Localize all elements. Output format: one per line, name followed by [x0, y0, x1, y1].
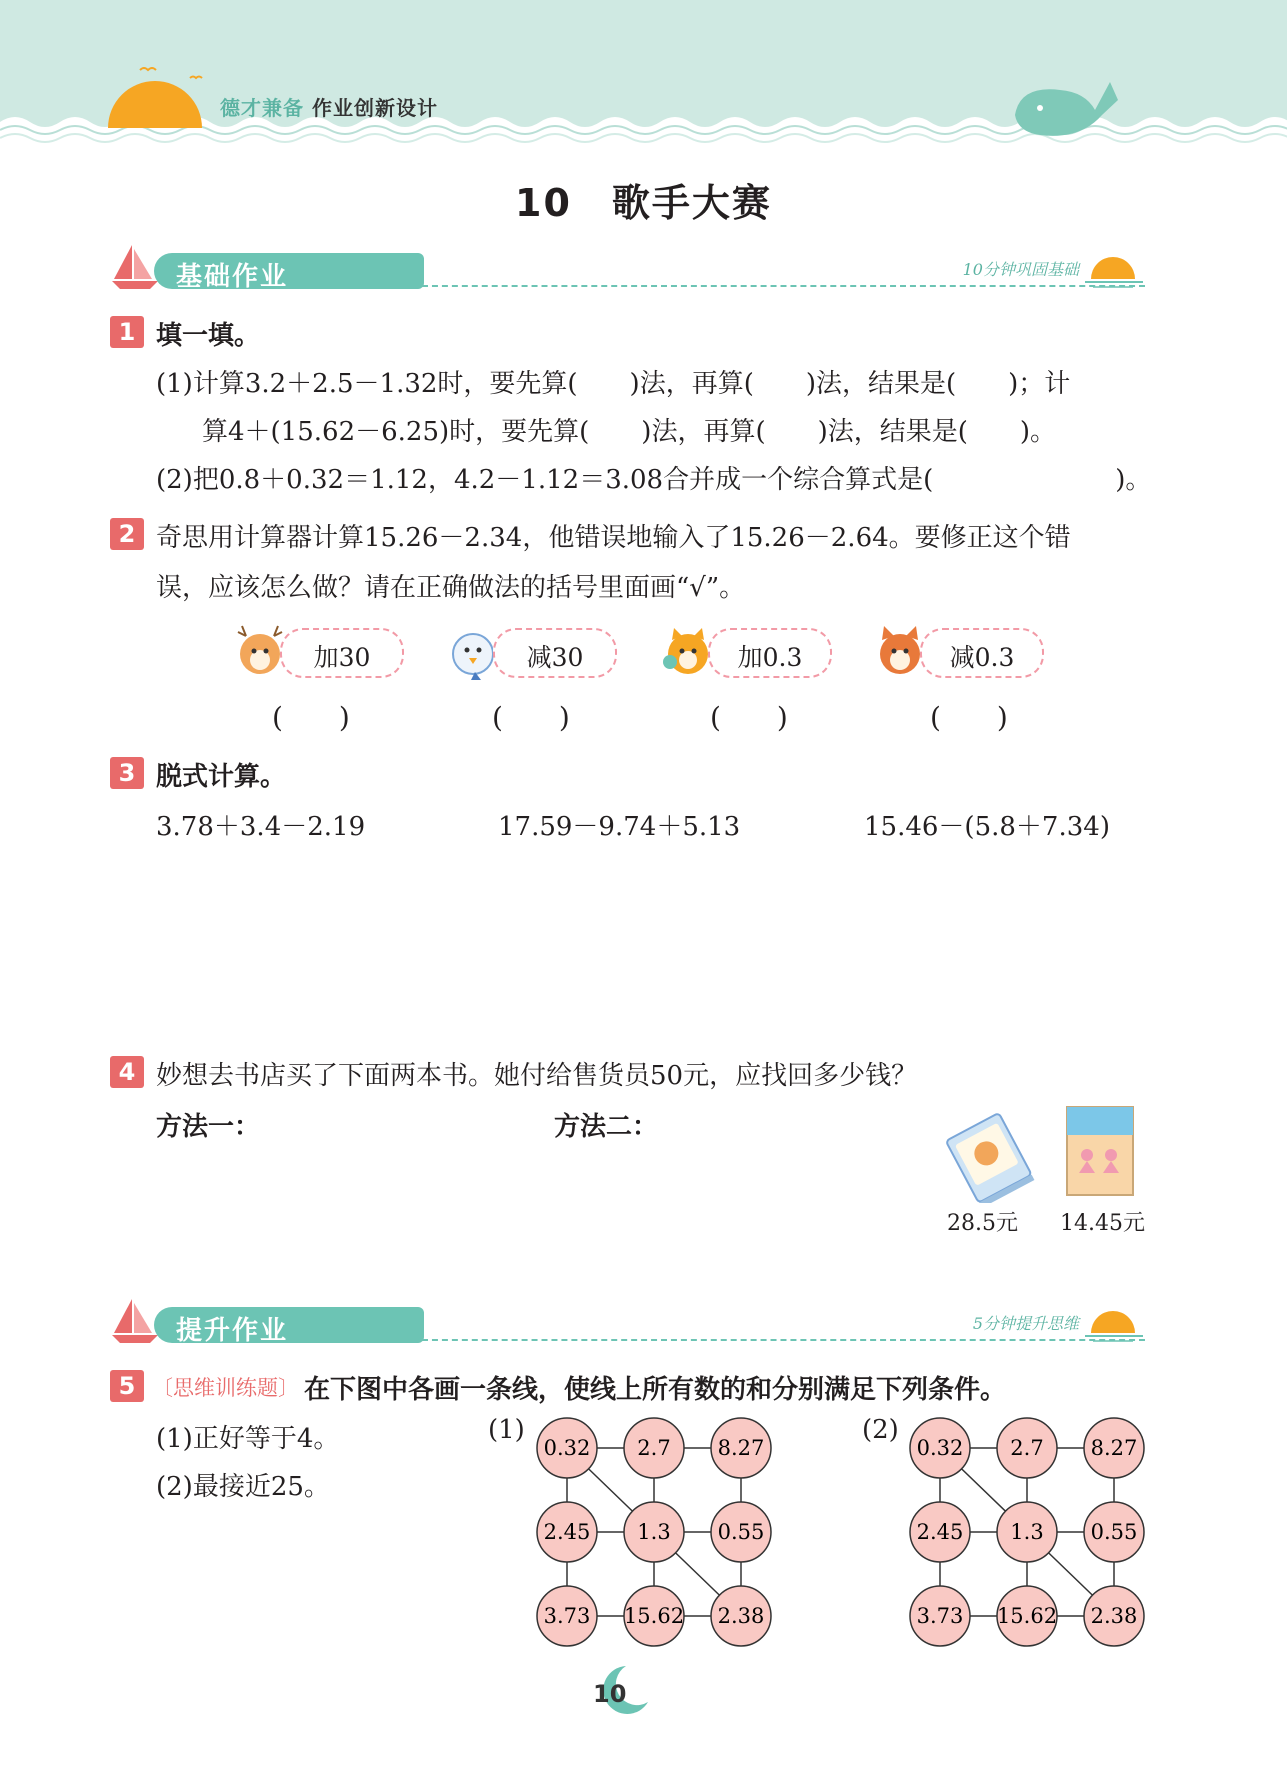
option-label: 减30: [526, 643, 584, 672]
question-text: 奇思用计算器计算15.26－2.34，他错误地输入了15.26－2.64。要修正这个错: [156, 523, 1071, 553]
section-label: 基础作业: [176, 262, 289, 292]
section-label: 提升作业: [176, 1316, 289, 1346]
option-label: 减0.3: [949, 643, 1015, 672]
option-bubble: [493, 628, 617, 678]
grid-node-label: 8.27: [1090, 1436, 1138, 1460]
grid-node-label: 0.55: [717, 1520, 765, 1544]
whale-icon: [1010, 70, 1120, 140]
section-side-note: 10分钟巩固基础: [962, 260, 1079, 279]
section-divider: [422, 1339, 1145, 1341]
option-card: [872, 622, 1047, 682]
grid-node-label: 1.3: [637, 1520, 671, 1544]
grid-label: (2): [862, 1415, 899, 1445]
question-text: (2)把0.8＋0.32＝1.12，4.2－1.12＝3.08合并成一个综合算式是( )。: [156, 465, 1152, 495]
option-label: 加0.3: [737, 643, 803, 672]
grid-node-label: 3.73: [543, 1604, 591, 1628]
option-bubble: [708, 628, 832, 678]
question-number: 1: [110, 316, 144, 348]
question-number: 3: [110, 757, 144, 789]
brand: [220, 92, 438, 121]
option-card: [232, 622, 407, 682]
brand-part1: 德才兼备: [220, 96, 304, 120]
book-price: 14.45元: [1060, 1211, 1145, 1236]
answer-parentheses[interactable]: ( ): [272, 701, 350, 734]
section-side-note: 5分钟提升思维: [972, 1314, 1079, 1333]
grid-node-label: 0.55: [1090, 1520, 1138, 1544]
answer-parentheses[interactable]: ( ): [930, 701, 1008, 734]
method-one-label: 方法一：: [156, 1112, 261, 1142]
question-text: 在下图中各画一条线，使线上所有数的和分别满足下列条件。: [304, 1375, 1007, 1405]
brand-part2: 作业创新设计: [311, 96, 438, 120]
question-heading: 填一填。: [156, 321, 261, 351]
question-text: (1)计算3.2＋2.5－1.32时，要先算( )法，再算( )法，结果是( )；计: [156, 369, 1071, 399]
option-bubble: [920, 628, 1044, 678]
sun-icon: [1085, 249, 1145, 289]
condition: (2)最接近25。: [156, 1472, 330, 1502]
expression: 17.59－9.74＋5.13: [498, 812, 741, 842]
grid-node-label: 8.27: [717, 1436, 765, 1460]
grid-node-label: 3.73: [916, 1604, 964, 1628]
expression: 15.46－(5.8＋7.34): [864, 812, 1110, 842]
section-header-advanced: [110, 1297, 1145, 1347]
option-card: [660, 622, 835, 682]
method-two-label: 方法二：: [554, 1112, 659, 1142]
number-grid: [900, 1410, 1160, 1660]
question-number: 4: [110, 1056, 144, 1088]
condition: (1)正好等于4。: [156, 1424, 340, 1454]
question-text: 误，应该怎么做？请在正确做法的括号里面画“√”。: [156, 573, 746, 603]
question-text: 妙想去书店买了下面两本书。她付给售货员50元，应找回多少钱？: [156, 1061, 918, 1091]
option-label: 加30: [313, 643, 371, 672]
sailboat-icon: [110, 243, 160, 291]
book-icon: [1063, 1103, 1137, 1198]
number-grid: [527, 1410, 787, 1660]
grid-label: (1): [488, 1415, 525, 1445]
page-number: 10: [593, 1680, 627, 1708]
section-label-pill: [154, 253, 424, 292]
grid-node-label: 1.3: [1010, 1520, 1044, 1544]
answer-parentheses[interactable]: ( ): [492, 701, 570, 734]
question-text: 算4＋(15.62－6.25)时，要先算( )法，再算( )法，结果是( )。: [202, 417, 1057, 447]
grid-node-label: 0.32: [916, 1436, 964, 1460]
option-card: [445, 622, 620, 682]
grid-node-label: 2.7: [1010, 1436, 1044, 1460]
grid-node-label: 2.38: [717, 1604, 765, 1628]
option-bubble: [280, 628, 404, 678]
question-tag: 〔思维训练题〕: [152, 1376, 299, 1400]
grid-node-label: 0.32: [543, 1436, 591, 1460]
grid-node-label: 2.7: [637, 1436, 671, 1460]
question-heading: 脱式计算。: [156, 762, 287, 792]
question-number: 5: [110, 1370, 144, 1402]
section-divider: [422, 285, 1145, 287]
grid-node-label: 2.45: [916, 1520, 964, 1544]
sun-icon: [1085, 1303, 1145, 1343]
book-icon: [940, 1108, 1040, 1203]
grid-node-label: 15.62: [623, 1604, 685, 1628]
page-title: 10 歌手大赛: [515, 181, 772, 225]
question-number: 2: [110, 518, 144, 550]
sun-icon: [100, 60, 210, 130]
expression: 3.78＋3.4－2.19: [156, 812, 366, 842]
sailboat-icon: [110, 1297, 160, 1345]
answer-parentheses[interactable]: ( ): [710, 701, 788, 734]
grid-node-label: 2.38: [1090, 1604, 1138, 1628]
section-header-basic: [110, 243, 1145, 293]
grid-node-label: 15.62: [996, 1604, 1058, 1628]
book-price: 28.5元: [947, 1211, 1018, 1236]
section-label-pill: [154, 1307, 424, 1346]
grid-node-label: 2.45: [543, 1520, 591, 1544]
